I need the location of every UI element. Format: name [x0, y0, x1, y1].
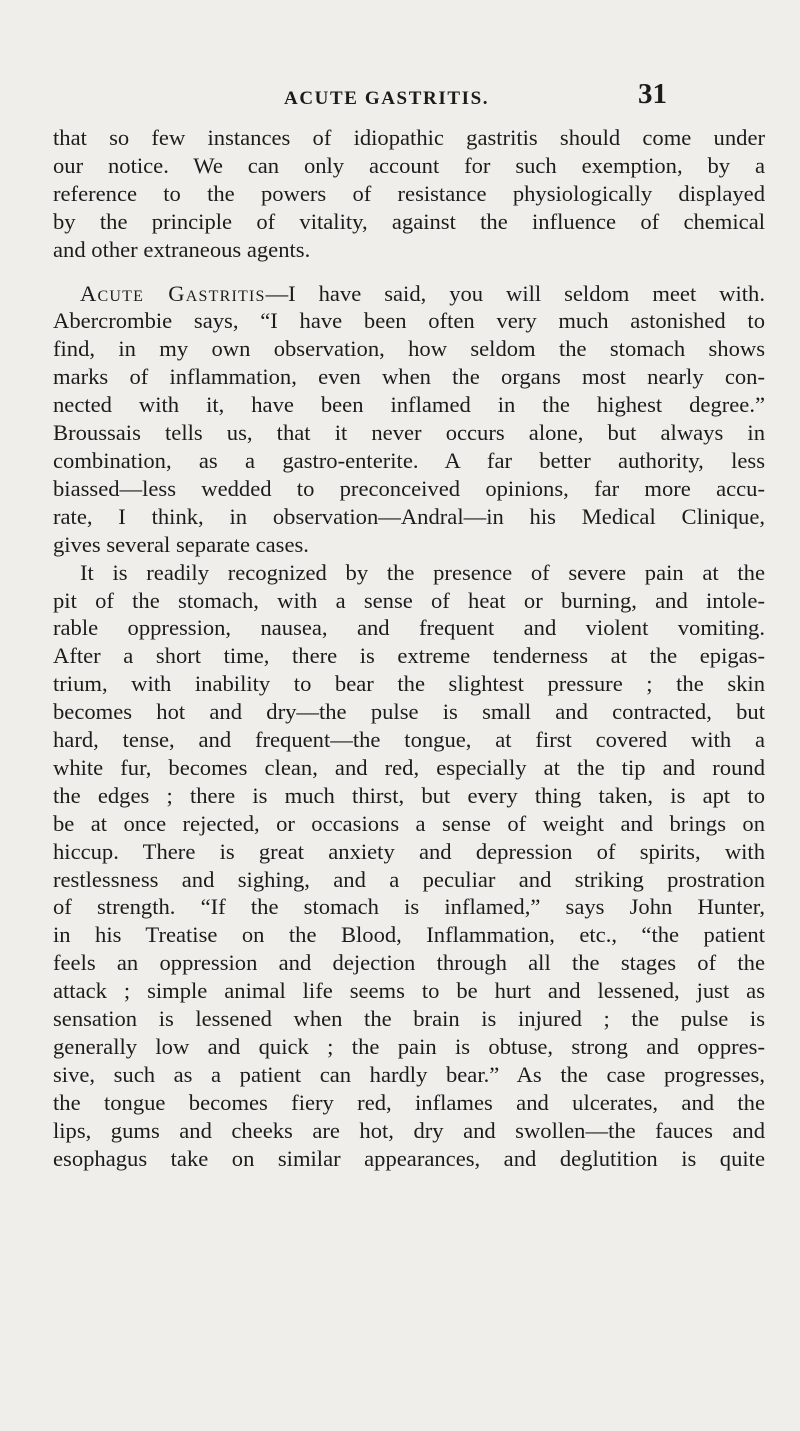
- lead-in-continuation: —I have said, you will seldom meet with.: [265, 280, 765, 306]
- running-title: ACUTE GASTRITIS.: [284, 88, 490, 109]
- text-line: the tongue becomes fiery red, inflames and ulcerates, and the: [53, 1089, 765, 1115]
- text-line: becomes hot and dry—the pulse is small and contracted, but: [53, 699, 765, 725]
- text-line: sive, such as a patient can hardly bear.” As the case progresses,: [53, 1061, 765, 1087]
- text-line: Broussais tells us, that it never occurs alone, but always in: [53, 420, 765, 446]
- text-line: reference to the powers of resistance physiologically displayed: [53, 180, 765, 206]
- text-line: biassed—less wedded to preconceived opinions, far more accu-: [53, 475, 765, 501]
- text-line: our notice. We can only account for such exemption, by a: [53, 152, 765, 178]
- text-line: After a short time, there is extreme tenderness at the epigas-: [53, 643, 765, 669]
- text-line: rate, I think, in observation—Andral—in his Medical Clinique,: [53, 503, 765, 529]
- text-line: and other extraneous agents.: [53, 236, 311, 262]
- text-line: It is readily recognized by the presence of severe pain at the: [80, 559, 765, 585]
- text-line: nected with it, have been inflamed in the highest degree.”: [53, 392, 765, 418]
- text-line: [53, 280, 765, 308]
- paragraph-acute-gastritis: [53, 280, 765, 559]
- text-line: rable oppression, nausea, and frequent and violent vomiting.: [53, 615, 765, 641]
- text-line: attack ; simple animal life seems to be hurt and lessened, just as: [53, 978, 765, 1004]
- paragraph-symptoms: [53, 559, 765, 1173]
- text-line: restlessness and sighing, and a peculiar and striking prostration: [53, 866, 765, 892]
- text-line: lips, gums and cheeks are hot, dry and swollen—the fauces and: [53, 1117, 765, 1143]
- text-line: the edges ; there is much thirst, but every thing taken, is apt to: [53, 782, 765, 808]
- text-line: Abercrombie says, “I have been often very much astonished to: [53, 308, 765, 334]
- text-line: combination, as a gastro-enterite. A far better authority, less: [53, 447, 765, 473]
- section-spacer: [53, 264, 765, 280]
- text-line: gives several separate cases.: [53, 531, 309, 557]
- text-line: white fur, becomes clean, and red, especially at the tip and round: [53, 754, 765, 780]
- text-line: sensation is lessened when the brain is injured ; the pulse is: [53, 1006, 765, 1032]
- running-head: [0, 78, 800, 118]
- text-line: be at once rejected, or occasions a sense of weight and brings on: [53, 810, 765, 836]
- text-line: feels an oppression and dejection through all the stages of the: [53, 950, 765, 976]
- text-line: marks of inflammation, even when the organs most nearly con-: [53, 364, 765, 390]
- page-number: 31: [638, 78, 667, 110]
- text-line: find, in my own observation, how seldom the stomach shows: [53, 336, 765, 362]
- body-text: [53, 124, 765, 1173]
- text-line: in his Treatise on the Blood, Inflammation, etc., “the patient: [53, 922, 765, 948]
- text-line: that so few instances of idiopathic gastritis should come under: [53, 125, 765, 150]
- text-line: hard, tense, and frequent—the tongue, at first covered with a: [53, 727, 765, 753]
- text-line: trium, with inability to bear the slightest pressure ; the skin: [53, 671, 765, 697]
- text-line: pit of the stomach, with a sense of heat or burning, and intole-: [53, 587, 765, 613]
- text-line: of strength. “If the stomach is inflamed,” says John Hunter,: [53, 894, 765, 920]
- text-line: esophagus take on similar appearances, and deglutition is quite: [53, 1145, 765, 1171]
- text-line: by the principle of vitality, against the influence of chemical: [53, 208, 765, 234]
- section-lead-in: Acute Gastritis: [80, 280, 266, 306]
- paragraph-continuation: [53, 124, 765, 264]
- text-line: generally low and quick ; the pain is obtuse, strong and oppres-: [53, 1034, 765, 1059]
- text-line: hiccup. There is great anxiety and depression of spirits, with: [53, 838, 765, 864]
